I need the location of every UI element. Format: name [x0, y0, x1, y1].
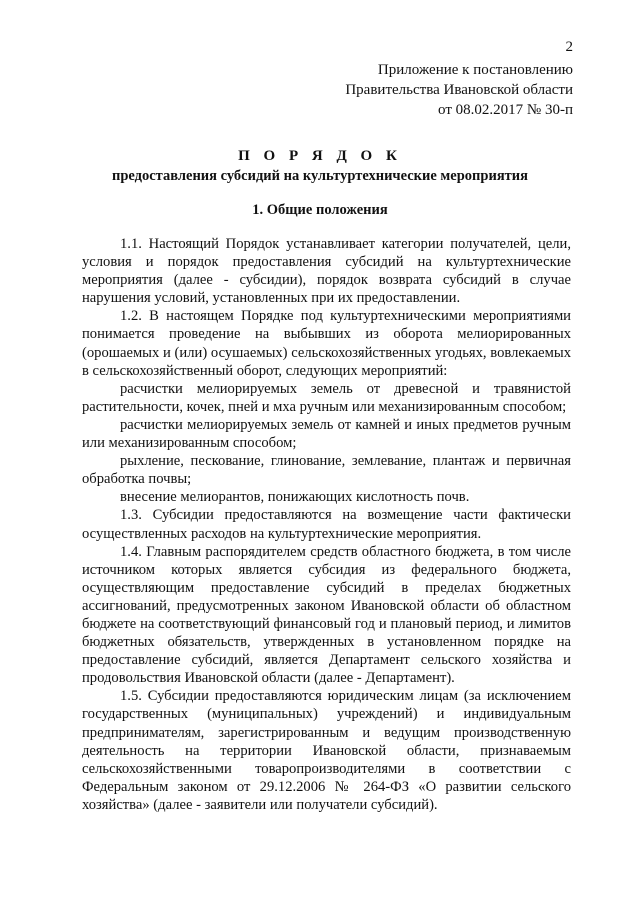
- list-item-clearing-stones: расчистки мелиорируемых земель от камней и иных предметов ручным или механизированным способом;: [82, 416, 571, 452]
- paragraph-1-3: 1.3. Субсидии предоставляются на возмещение части фактически осуществленных расходов на культуртехнические мероприятия.: [82, 507, 571, 542]
- appendix-line-3: от 08.02.2017 № 30-п: [438, 102, 573, 118]
- document-subtitle: предоставления субсидий на культуртехнические мероприятия: [112, 168, 528, 184]
- list-item-clearing-vegetation: расчистки мелиорируемых земель от древесной и травянистой растительности, кочек, пней и мха ручным или механизированным способом;: [82, 380, 571, 415]
- list-item-ameliorants: внесение мелиорантов, понижающих кислотность почв.: [120, 489, 470, 506]
- document-body: [82, 235, 571, 814]
- appendix-line-2: Правительства Ивановской области: [345, 82, 573, 98]
- paragraph-1-4: 1.4. Главным распорядителем средств областного бюджета, в том числе источником которых является субсидия из федерального бюджета, осуществляющим предоставление субсидий в пределах бюджетных ассигнований, предусмотренных законом Ивановской области об областном бюджете на соответствующий финансовый год и плановый период, и лимитов бюджетных обязательств, утвержденных в установленном порядке на предоставление субсидий, является Департамент сельского хозяйства и продовольствия Ивановской области (далее - Департамент).: [82, 543, 571, 687]
- appendix-line-1: Приложение к постановлению: [377, 62, 573, 78]
- paragraph-1-1: 1.1. Настоящий Порядок устанавливает категории получателей, цели, условия и порядок предоставления субсидий на культуртехнические мероприятия (далее - субсидии), порядок возврата субсидий в случае нарушения условий, установленных при их предоставлении.: [82, 236, 571, 307]
- appendix-block: [345, 60, 573, 120]
- list-item-soil-treatment: рыхление, пескование, глинование, землевание, плантаж и первичная обработка почвы;: [82, 453, 571, 488]
- document-title: П О Р Я Д О К: [238, 148, 402, 164]
- section-heading: 1. Общие положения: [252, 202, 388, 218]
- paragraph-1-5: 1.5. Субсидии предоставляются юридическим лицам (за исключением государственных (муниципальных) учреждений) и индивидуальным предпринимателям, зарегистрированным и ведущим производственную деятельность на территории Ивановской области, признаваемым сельскохозяйственными товаропроизводителями в соответствии с Федеральным законом от 29.12.2006 № 264-ФЗ «О развитии сельского хозяйства» (далее - заявители или получатели субсидий).: [82, 688, 571, 813]
- page-number: 2: [565, 39, 573, 55]
- paragraph-1-2: 1.2. В настоящем Порядке под культуртехническими мероприятиями понимается проведение на выбывших из оборота мелиорированных (орошаемых и (или) осушаемых) сельскохозяйственных угодьях, вовлекаемых в сельскохозяйственный оборот, следующих мероприятий:: [82, 308, 571, 379]
